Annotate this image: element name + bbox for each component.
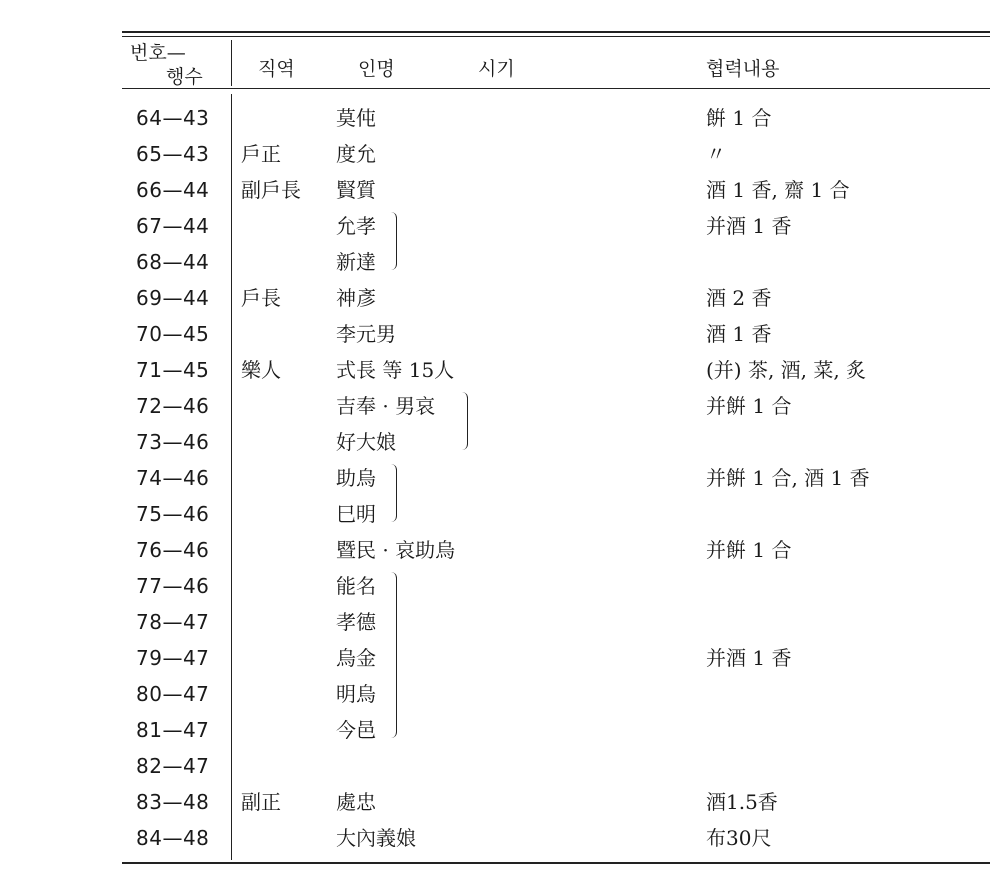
header-content: 협력내용 [706, 58, 780, 80]
row-content: 并餠 1 合, 酒 1 香 [706, 466, 870, 490]
row-number: 73—46 [136, 430, 210, 454]
table-row [0, 424, 990, 460]
table-row [0, 820, 990, 856]
table-top-rule-thick [122, 31, 990, 33]
row-name: 賢質 [336, 178, 376, 202]
row-number: 71—45 [136, 358, 210, 382]
row-number: 82—47 [136, 754, 210, 778]
header-period: 시기 [478, 58, 515, 80]
table-row [0, 208, 990, 244]
header-number-line2: 행수 [166, 66, 203, 88]
row-number: 84—48 [136, 826, 210, 850]
row-content: 酒1.5香 [706, 790, 778, 814]
table-row [0, 604, 990, 640]
brace-group-77-81 [388, 572, 397, 738]
row-number: 79—47 [136, 646, 210, 670]
table-row [0, 352, 990, 388]
row-content: 餠 1 合 [706, 106, 772, 130]
row-number: 65—43 [136, 142, 210, 166]
row-number: 77—46 [136, 574, 210, 598]
row-content: 并酒 1 香 [706, 646, 792, 670]
brace-group-67-68 [388, 212, 397, 270]
row-name: 大內義娘 [336, 826, 416, 850]
row-content: (并) 茶, 酒, 菜, 炙 [706, 358, 867, 382]
row-number: 76—46 [136, 538, 210, 562]
table-row [0, 388, 990, 424]
header-role: 직역 [258, 58, 295, 80]
row-number: 68—44 [136, 250, 210, 274]
table-row [0, 280, 990, 316]
header-column-divider [231, 40, 232, 86]
row-name: 吉奉 · 男哀 [336, 394, 436, 418]
table-top-rule-thin [122, 36, 990, 37]
row-role: 戶長 [241, 286, 281, 310]
row-name: 新達 [336, 250, 376, 274]
table-row [0, 172, 990, 208]
row-content: 〃 [706, 142, 726, 166]
brace-group-72-73 [458, 392, 468, 450]
table-row [0, 712, 990, 748]
row-name: 神彥 [336, 286, 376, 310]
row-number: 80—47 [136, 682, 210, 706]
row-number: 81—47 [136, 718, 210, 742]
row-name: 孝德 [336, 610, 376, 634]
table-row [0, 568, 990, 604]
row-role: 戶正 [241, 142, 281, 166]
row-number: 70—45 [136, 322, 210, 346]
table-bottom-rule [122, 862, 990, 864]
row-content: 酒 2 香 [706, 286, 772, 310]
row-name: 莫伅 [336, 106, 376, 130]
row-name: 好大娘 [336, 430, 396, 454]
row-name: 能名 [336, 574, 376, 598]
table-row [0, 748, 990, 784]
row-role: 副戶長 [241, 178, 301, 202]
row-name: 今邑 [336, 718, 376, 742]
table-row [0, 460, 990, 496]
row-name: 明烏 [336, 682, 376, 706]
row-content: 酒 1 香 [706, 322, 772, 346]
row-content: 并餠 1 合 [706, 394, 792, 418]
row-name: 助烏 [336, 466, 376, 490]
table-row [0, 640, 990, 676]
row-content: 酒 1 香, 齋 1 合 [706, 178, 850, 202]
row-name: 烏金 [336, 646, 376, 670]
row-content: 并餠 1 合 [706, 538, 792, 562]
row-number: 78—47 [136, 610, 210, 634]
table-row [0, 100, 990, 136]
row-name: 允孝 [336, 214, 376, 238]
row-number: 75—46 [136, 502, 210, 526]
row-name: 暨民 · 哀助烏 [336, 538, 456, 562]
row-number: 74—46 [136, 466, 210, 490]
table-row [0, 136, 990, 172]
row-number: 67—44 [136, 214, 210, 238]
row-name: 式長 等 15人 [336, 358, 455, 382]
row-name: 處忠 [336, 790, 376, 814]
row-number: 69—44 [136, 286, 210, 310]
table-row [0, 676, 990, 712]
header-number-line1: 번호— [130, 42, 186, 64]
table-row [0, 244, 990, 280]
row-content: 并酒 1 香 [706, 214, 792, 238]
row-role: 副正 [241, 790, 281, 814]
row-name: 李元男 [336, 322, 396, 346]
table-row [0, 496, 990, 532]
row-content: 布30尺 [706, 826, 772, 850]
row-name: 巳明 [336, 502, 376, 526]
header-name: 인명 [358, 58, 395, 80]
row-number: 66—44 [136, 178, 210, 202]
table-row [0, 532, 990, 568]
row-number: 64—43 [136, 106, 210, 130]
table-row [0, 784, 990, 820]
table-header-rule [122, 88, 990, 89]
row-name: 度允 [336, 142, 376, 166]
row-number: 83—48 [136, 790, 210, 814]
row-role: 樂人 [241, 358, 281, 382]
table-row [0, 316, 990, 352]
row-number: 72—46 [136, 394, 210, 418]
brace-group-74-75 [388, 464, 397, 522]
